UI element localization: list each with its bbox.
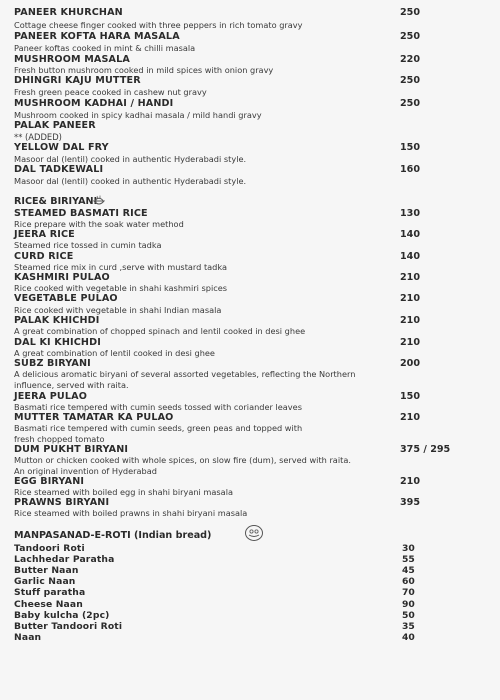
item-name: MUTTER TAMATAR KA PULAO	[14, 412, 174, 423]
menu-item	[14, 292, 486, 305]
item-description: Fresh green peace cooked in cashew nut gravy	[14, 87, 207, 97]
item-description: A delicious aromatic biryani of several assorted vegetables, reflecting the Northern	[14, 369, 356, 379]
item-price: 200	[400, 358, 421, 369]
section-title-rice: RICE& BIRIYANI	[14, 196, 98, 207]
item-name: PANEER KOFTA HARA MASALA	[14, 31, 180, 42]
rice-bowl-icon	[92, 193, 106, 207]
item-name: PALAK PANEER	[14, 120, 96, 131]
menu-item	[14, 631, 486, 644]
item-name: Butter Naan	[14, 565, 79, 576]
item-price: 375 / 295	[400, 444, 451, 455]
item-name: Baby kulcha (2pc)	[14, 610, 110, 621]
item-description: Fresh button mushroom cooked in mild spices with onion gravy	[14, 65, 274, 75]
item-name: DAL KI KHICHDI	[14, 337, 101, 348]
item-name: MUSHROOM KADHAI / HANDI	[14, 98, 174, 109]
item-description: Steamed rice mix in curd ,serve with mustard tadka	[14, 262, 227, 272]
item-price: 210	[400, 272, 421, 283]
item-description: Mushroom cooked in spicy kadhai masala / mild handi gravy	[14, 110, 262, 120]
item-name: Cheese Naan	[14, 599, 83, 610]
item-price: 210	[400, 412, 421, 423]
item-price: 70	[402, 587, 415, 598]
item-price: 60	[402, 576, 415, 587]
item-description: Basmati rice tempered with cumin seeds tossed with coriander leaves	[14, 402, 302, 412]
item-price: 140	[400, 229, 421, 240]
item-name: Lachhedar Paratha	[14, 554, 115, 565]
item-price: 40	[402, 632, 415, 643]
item-name: CURD RICE	[14, 251, 74, 262]
item-price: 210	[400, 337, 421, 348]
item-description: A great combination of chopped spinach and lentil cooked in desi ghee	[14, 326, 306, 336]
item-price: 90	[402, 599, 415, 610]
item-description: Rice cooked with vegetable in shahi kashmiri spices	[14, 283, 228, 293]
item-description: Steamed rice tossed in cumin tadka	[14, 240, 162, 250]
item-description: Basmati rice tempered with cumin seeds, green peas and topped with	[14, 423, 303, 433]
item-description: Cottage cheese finger cooked with three peppers in rich tomato gravy	[14, 20, 303, 30]
item-description: A great combination of lentil cooked in desi ghee	[14, 348, 215, 358]
item-name: YELLOW DAL FRY	[14, 142, 109, 153]
menu-item	[14, 6, 486, 19]
item-name: Butter Tandoori Roti	[14, 621, 123, 632]
item-name: STEAMED BASMATI RICE	[14, 208, 148, 219]
item-name: DHINGRI KAJU MUTTER	[14, 75, 141, 86]
item-price: 140	[400, 251, 421, 262]
item-description: Rice steamed with boiled egg in shahi biryani masala	[14, 487, 233, 497]
item-name: EGG BIRYANI	[14, 476, 85, 487]
menu-item	[14, 119, 486, 132]
item-price: 150	[400, 391, 421, 402]
item-price: 250	[400, 31, 421, 42]
menu-item	[14, 163, 486, 176]
item-description: influence, served with raita.	[14, 380, 129, 390]
item-price: 160	[400, 164, 421, 175]
item-description: fresh chopped tomato	[14, 434, 105, 444]
item-name: PALAK KHICHDI	[14, 315, 100, 326]
item-description: An original invention of Hyderabad	[14, 466, 157, 476]
item-name: MUSHROOM MASALA	[14, 54, 130, 65]
item-name: SUBZ BIRYANI	[14, 358, 91, 369]
item-description: Mutton or chicken cooked with whole spices, on slow fire (dum), served with raita.	[14, 455, 351, 465]
added-note: ** (ADDED)	[14, 132, 62, 142]
item-price: 150	[400, 142, 421, 153]
item-description: Masoor dal (lentil) cooked in authentic Hyderabadi style.	[14, 176, 247, 186]
menu-item	[14, 97, 486, 110]
menu-item	[14, 30, 486, 43]
item-name: Tandoori Roti	[14, 543, 85, 554]
item-price: 210	[400, 315, 421, 326]
item-price: 35	[402, 621, 415, 632]
item-description: Rice cooked with vegetable in shahi Indian masala	[14, 305, 222, 315]
item-name: Stuff paratha	[14, 587, 86, 598]
item-price: 250	[400, 98, 421, 109]
item-price: 55	[402, 554, 415, 565]
item-price: 250	[400, 7, 421, 18]
item-name: KASHMIRI PULAO	[14, 272, 110, 283]
item-price: 130	[400, 208, 421, 219]
item-name: Naan	[14, 632, 42, 643]
item-name: DUM PUKHT BIRYANI	[14, 444, 129, 455]
item-description: Rice prepare with the soak water method	[14, 219, 184, 229]
item-description: Paneer koftas cooked in mint & chilli masala	[14, 43, 196, 53]
item-price: 395	[400, 497, 421, 508]
item-description: Masoor dal (lentil) cooked in authentic Hyderabadi style.	[14, 154, 247, 164]
item-price: 210	[400, 476, 421, 487]
item-name: VEGETABLE PULAO	[14, 293, 118, 304]
bread-basket-icon	[244, 524, 264, 542]
menu-item	[14, 141, 486, 154]
item-description: Rice steamed with boiled prawns in shahi biryani masala	[14, 508, 248, 518]
item-name: JEERA PULAO	[14, 391, 87, 402]
item-name: JEERA RICE	[14, 229, 75, 240]
item-price: 250	[400, 75, 421, 86]
item-name: PANEER KHURCHAN	[14, 7, 123, 18]
item-price: 30	[402, 543, 415, 554]
item-price: 220	[400, 54, 421, 65]
item-name: DAL TADKEWALI	[14, 164, 104, 175]
item-name: Garlic Naan	[14, 576, 76, 587]
item-price: 45	[402, 565, 415, 576]
item-name: PRAWNS BIRYANI	[14, 497, 110, 508]
menu-item	[14, 74, 486, 87]
section-title-bread: MANPASANAD-E-ROTI (Indian bread)	[14, 530, 212, 541]
item-price: 50	[402, 610, 415, 621]
item-price: 210	[400, 293, 421, 304]
